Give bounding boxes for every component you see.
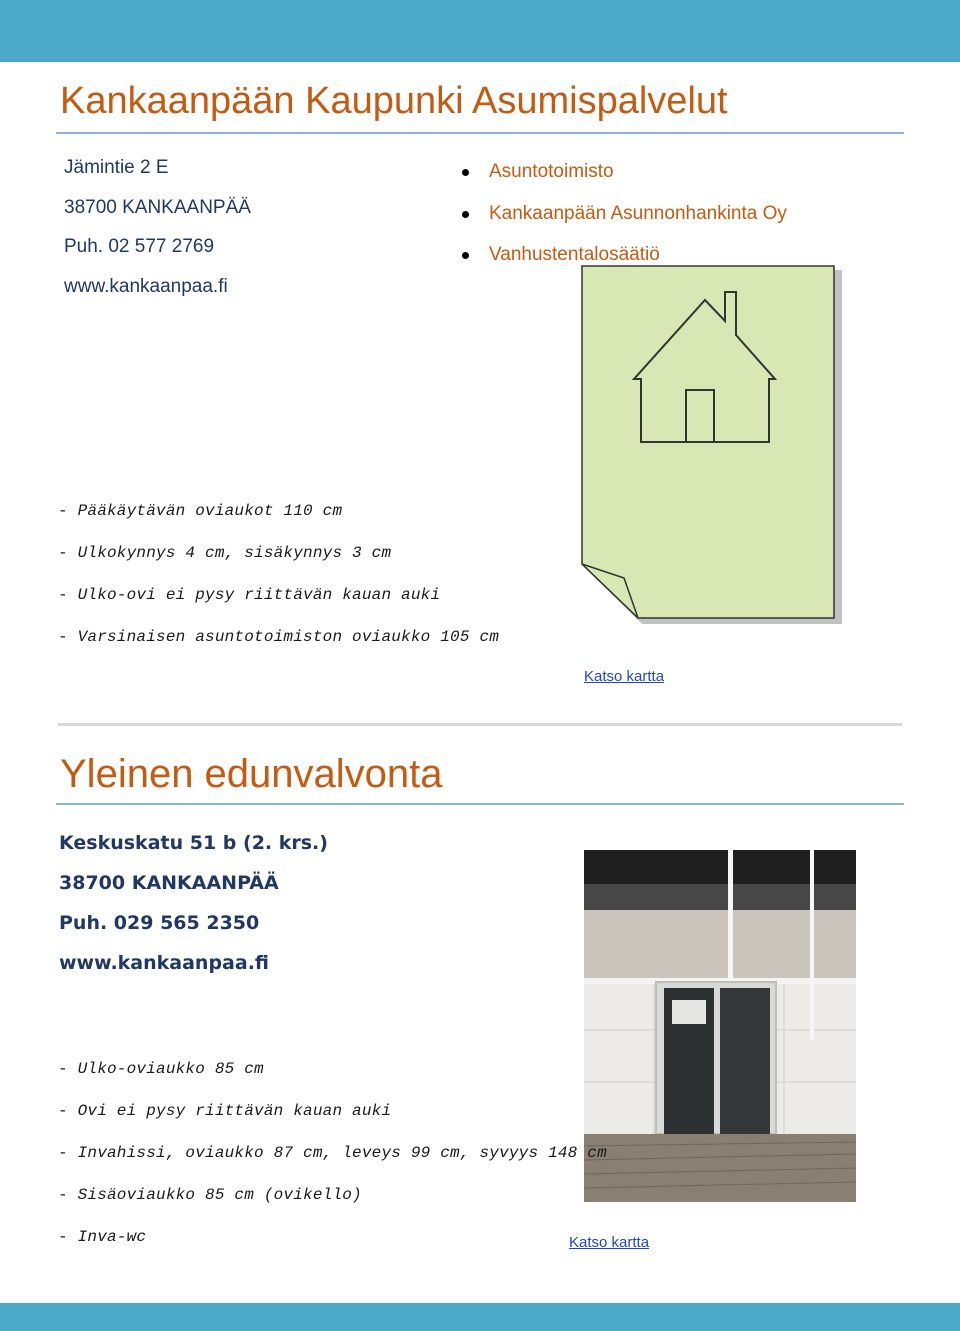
contact-website[interactable]: www.kankaanpaa.fi <box>64 275 228 297</box>
service-item: Vanhustentalosäätiö <box>462 243 787 285</box>
header-band <box>0 0 960 62</box>
note-item: - Ulko-oviaukko 85 cm <box>58 1060 264 1078</box>
entrance-illustration <box>584 850 856 1202</box>
section-title: Yleinen edunvalvonta <box>60 752 443 796</box>
building-entrance-photo <box>584 850 856 1202</box>
contact-block <box>64 155 251 313</box>
note-item: - Invahissi, oviaukko 87 cm, leveys 99 cm, syvyys 148 cm <box>58 1144 607 1162</box>
note-item: - Ulkokynnys 4 cm, sisäkynnys 3 cm <box>58 544 392 562</box>
title-divider <box>56 803 904 805</box>
section-divider <box>58 723 902 726</box>
service-item: Kankaanpään Asunnonhankinta Oy <box>462 202 787 244</box>
map-link[interactable]: Katso kartta <box>584 668 665 685</box>
note-item: - Varsinaisen asuntotoimiston oviaukko 105 cm <box>58 628 500 646</box>
page-number: 4 <box>475 1312 485 1329</box>
contact-block <box>59 830 328 990</box>
house-placeholder-image <box>572 262 848 626</box>
page-title: Kankaanpään Kaupunki Asumispalvelut <box>60 80 728 122</box>
accessibility-notes <box>58 500 499 668</box>
note-item: - Sisäoviaukko 85 cm (ovikello) <box>58 1186 362 1204</box>
map-link[interactable]: Katso kartta <box>569 1234 650 1251</box>
title-divider <box>56 132 904 134</box>
contact-phone: Puh. 02 577 2769 <box>64 236 215 257</box>
contact-phone: Puh. 029 565 2350 <box>59 912 260 934</box>
contact-street: Keskuskatu 51 b (2. krs.) <box>59 832 328 854</box>
service-item: Asuntotoimisto <box>462 160 787 202</box>
note-item: - Ovi ei pysy riittävän kauan auki <box>58 1102 392 1120</box>
accessibility-notes <box>58 1058 607 1268</box>
contact-postal: 38700 KANKAANPÄÄ <box>59 872 279 894</box>
note-item: - Inva-wc <box>58 1228 147 1246</box>
contact-website[interactable]: www.kankaanpaa.fi <box>59 952 269 974</box>
note-item: - Ulko-ovi ei pysy riittävän kauan auki <box>58 586 441 604</box>
contact-street: Jämintie 2 E <box>64 157 169 178</box>
note-item: - Pääkäytävän oviaukot 110 cm <box>58 502 343 520</box>
contact-postal: 38700 KANKAANPÄÄ <box>64 196 251 218</box>
